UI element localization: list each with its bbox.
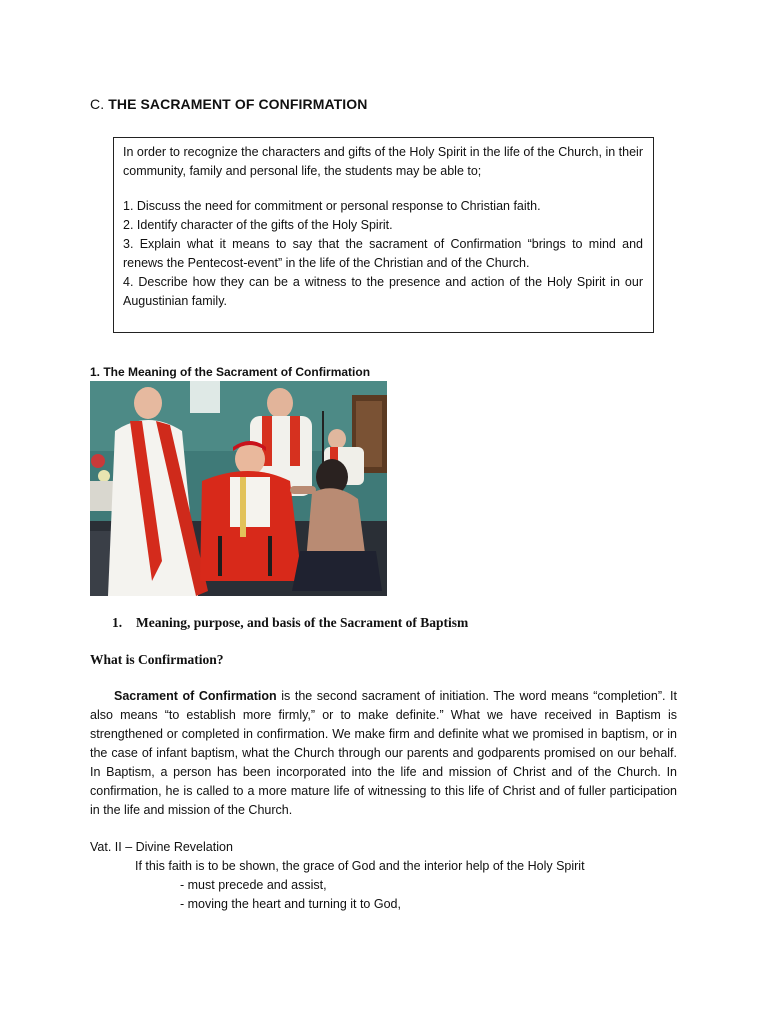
objective-item: 1. Discuss the need for commitment or personal response to Christian faith. <box>123 199 541 213</box>
meaning-section-title: 1. The Meaning of the Sacrament of Confirmation <box>90 365 371 379</box>
vat-reference: Vat. II – Divine Revelation <box>90 840 233 854</box>
numbered-heading-text: Meaning, purpose, and basis of the Sacrament of Baptism <box>136 615 469 630</box>
confirmation-paragraph <box>90 687 677 820</box>
section-heading <box>90 96 368 112</box>
objectives-intro: In order to recognize the characters and gifts of the Holy Spirit in the life of the Church, in their community, family and personal life, the students may be able to; <box>123 145 643 178</box>
objective-item: 2. Identify character of the gifts of the Holy Spirit. <box>123 218 393 232</box>
paragraph-bold-lead: Sacrament of Confirmation <box>114 689 277 703</box>
objectives-box <box>113 137 654 333</box>
objective-item: 3. Explain what it means to say that the sacrament of Confirmation “brings to mind and renews the Pentecost-event” in the life of the Christian and of the Church. <box>123 237 643 270</box>
numbered-heading-number: 1. <box>112 615 123 630</box>
question-heading: What is Confirmation? <box>90 652 224 667</box>
bullet-item: - moving the heart and turning it to God, <box>180 897 401 911</box>
numbered-heading <box>112 615 468 631</box>
confirmation-ceremony-photo <box>90 381 387 596</box>
quote-line: If this faith is to be shown, the grace of God and the interior help of the Holy Spirit <box>135 859 585 873</box>
paragraph-body: is the second sacrament of initiation. The word means “completion”. It also means “to establish more firmly,” or to make definite.” What we have received in Baptism is strengthened or completed in confirmation. We make firm and definite what we promised in baptism, or in the case of infant baptism, what the Church through our parents and godparents promised on our behalf. In Baptism, a person has been incorporated into the life and mission of Christ and of the Church. In confirmation, he is called to a more mature life of witnessing to this life of Christ and of fuller participation in the life and mission of the Church. <box>90 689 677 817</box>
objective-item: 4. Describe how they can be a witness to the presence and action of the Holy Spirit in our Augustinian family. <box>123 275 643 308</box>
section-title: THE SACRAMENT OF CONFIRMATION <box>108 96 368 112</box>
bullet-item: - must precede and assist, <box>180 878 327 892</box>
section-letter: C. <box>90 96 105 112</box>
